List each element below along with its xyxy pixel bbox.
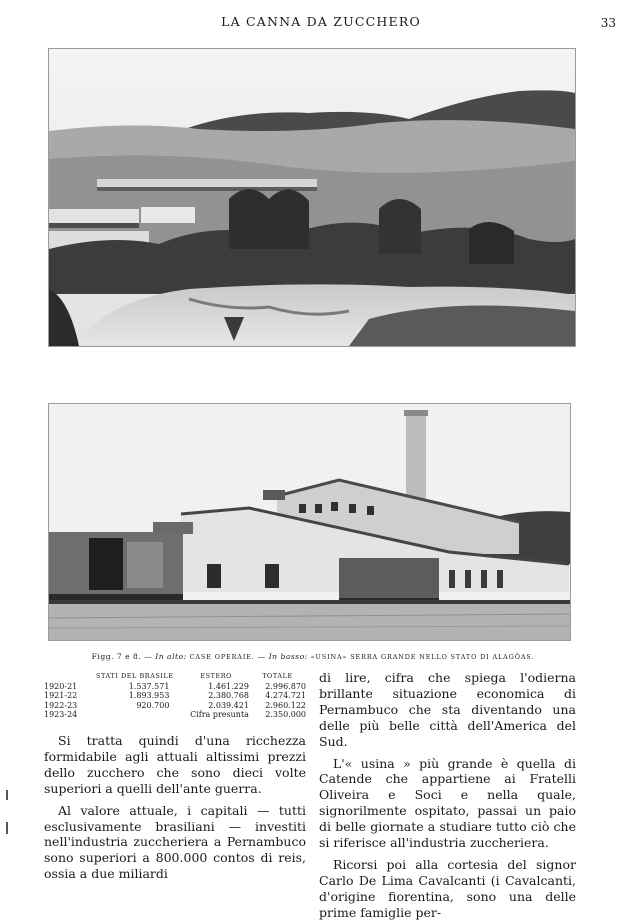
table-cell-brasile: 1.893.953 — [128, 691, 170, 701]
table-row — [44, 701, 306, 710]
paragraph: Ricorsi poi alla cortesia del signor Carlo De Lima Cavalcanti (i Cavalcanti, d'origine fiorentina, sono una delle prime famiglie per- — [319, 856, 576, 920]
body-column-right — [319, 670, 576, 921]
table-cell-estero: 1.461.229 — [208, 682, 249, 692]
case-operaie-image — [49, 49, 575, 346]
table-cell-year: 1922-23 — [44, 700, 78, 710]
table-header-estero: ESTERO — [200, 672, 232, 680]
table-cell-year: 1921-22 — [44, 691, 78, 701]
figure-caption — [48, 652, 578, 661]
caption-figure-label: Figg. 7 e 8. — — [91, 652, 153, 661]
table-cell-brasile: 1.537.571 — [128, 682, 170, 692]
caption-top-text: CASE OPERAIE. — [189, 653, 255, 661]
body-column-left — [44, 733, 306, 882]
margin-mark — [6, 790, 8, 800]
page-number: 33 — [600, 16, 616, 30]
table-cell-year: 1920-21 — [44, 682, 78, 692]
table-header-totale: TOTALE — [262, 672, 293, 680]
case-operaie-photo — [48, 48, 576, 347]
table-cell-totale: 2.996.870 — [265, 682, 306, 692]
running-title: LA CANNA DA ZUCCHERO — [221, 14, 421, 29]
table-cell-year: 1923-24 — [44, 709, 78, 719]
table-cell-estero: Cifra presunta — [190, 709, 249, 719]
caption-bottom-prefix: In basso: — [268, 652, 308, 661]
table-row — [44, 682, 306, 691]
paragraph: di lire, cifra che spiega l'odierna brillante situazione economica di Pernambuco che sta diventando una delle più belle città dell'America del Sud. — [319, 670, 576, 749]
table-cell-estero: 2.380.768 — [208, 691, 249, 701]
caption-dash: — — [257, 652, 266, 661]
paragraph: Si tratta quindi d'una ricchezza formidabile agli attuali altissimi prezzi dello zucchero che sono dieci volte superiori a quelli dell'ante guerra. — [44, 733, 306, 796]
margin-mark — [6, 822, 8, 834]
paragraph: Al valore attuale, i capitali — tutti esclusivamente brasiliani — investiti nell'industria zuccheriera a Pernambuco sono superiori a 800.000 contos di reis, ossia a due miliardi — [44, 802, 306, 882]
table-row — [44, 710, 306, 719]
table-cell-totale: 4.274.721 — [265, 691, 306, 701]
table-row — [44, 691, 306, 700]
paragraph: L'« usina » più grande è quella di Catende che appartiene ai Fratelli Oliveira e Soci e nella quale, signorilmente ospitato, passai un paio di belle giornate a studiare tutto ciò che si riferisce all'industria zuccheriera. — [319, 755, 576, 851]
table-cell-totale: 2.350.000 — [265, 709, 306, 719]
table-cell-estero: 2.039.421 — [208, 700, 249, 710]
caption-top-prefix: In alto: — [155, 652, 187, 661]
table-header-year — [44, 672, 86, 682]
usina-serra-grande-image — [49, 404, 570, 640]
capital-table — [44, 672, 306, 719]
caption-bottom-text: «USINA» SERRA GRANDE NELLO STATO DI ALAGÔAS. — [310, 653, 535, 661]
table-cell-totale: 2.960.122 — [265, 700, 306, 710]
table-cell-brasile — [86, 710, 183, 719]
table-header-brasile: STATI DEL BRASILE — [96, 672, 174, 680]
usina-serra-grande-photo — [48, 403, 571, 641]
table-cell-brasile: 920.700 — [136, 700, 170, 710]
